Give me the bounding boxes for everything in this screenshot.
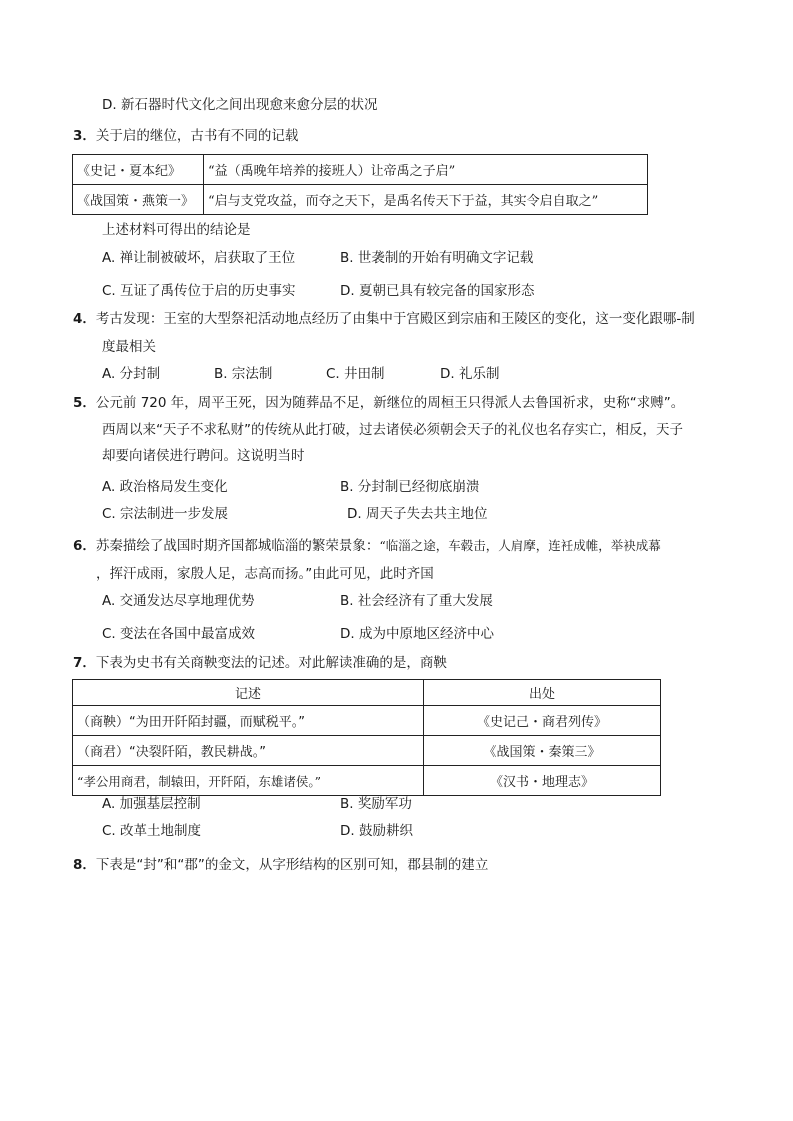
q6-option-c: C. 变法在各国中最富成效 [102,626,256,642]
q3-option-c: C. 互证了禹传位于启的历史事实 [102,283,296,299]
q5-stem-line3: 却要向诸侯进行聘问。这说明当时 [102,448,305,464]
q7-header-record: 记述 [73,680,424,706]
q4-option-a: A. 分封制 [102,366,161,382]
q5-option-c: C. 宗法制进一步发展 [102,506,229,522]
q3-text-cell: “启与支党攻益，而夺之天下，是禹名传天下于益，其实令启自取之” [204,185,648,215]
q3-option-a: A. 禅让制被破坏，启获取了王位 [102,250,296,266]
q3-prompt: 上述材料可得出的结论是 [102,222,251,238]
q4-option-c: C. 井田制 [326,366,385,382]
q5-number: 5 [73,395,83,411]
q8-stem-text: 下表是“封”和“郡”的金文，从字形结构的区别可知，郡县制的建立 [95,857,489,873]
q4-stem: 4．考古发现：王室的大型祭祀活动地点经历了由集中于宫殿区到宗庙和王陵区的变化，这一变化跟哪-制 [73,311,695,327]
q3-stem: 3．关于启的继位，古书有不同的记载 [73,128,299,144]
q7-option-d: D. 鼓励耕织 [340,823,413,839]
q4-number: 4 [73,311,83,327]
q7-option-b: B. 奖励军功 [340,796,412,812]
q5-stem: 5．公元前 720 年，周平王死，因为随葬品不足，新继位的周桓王只得派人去鲁国祈求，史称“求赙”。 [73,395,685,411]
q3-number: 3 [73,128,83,144]
table-row [73,155,648,185]
q7-record-cell: （商君）“决裂阡陌，教民耕战。” [73,736,424,766]
q7-option-a: A. 加强基层控制 [102,796,201,812]
q7-option-c: C. 改革土地制度 [102,823,202,839]
q7-record-cell: “孝公用商君，制辕田，开阡陌，东雄诸侯。” [73,766,424,796]
q5-stem-line1: 公元前 720 年，周平王死，因为随葬品不足，新继位的周桓王只得派人去鲁国祈求，史称“求赙”。 [95,395,685,411]
q6-option-b: B. 社会经济有了重大发展 [340,593,493,609]
q5-stem-line2: 西周以来“天子不求私财”的传统从此打破，过去诸侯必须朝会天子的礼仪也名存实亡，相反，天子 [102,422,683,438]
q5-option-b: B. 分封制已经彻底崩溃 [340,479,480,495]
q6-number: 6 [73,538,83,554]
q6-stem: 6．苏秦描绘了战国时期齐国都城临淄的繁荣景象：“临淄之途，车毂击，人肩摩，连衽成帷，举袂成幕 [73,538,661,554]
q3-source-cell: 《史记・夏本纪》 [73,155,204,185]
q7-stem: 7．下表为史书有关商鞅变法的记述。对此解读准确的是，商鞅 [73,655,447,671]
q3-source-cell: 《战国策・燕策一》 [73,185,204,215]
q3-source-table [72,154,648,215]
q7-source-cell: 《战国策・秦策三》 [424,736,661,766]
q4-option-b: B. 宗法制 [214,366,273,382]
q7-stem-text: 下表为史书有关商鞅变法的记述。对此解读准确的是，商鞅 [95,655,447,671]
q6-stem-line2: ，挥汗成雨，家殷人足，志高而扬。”由此可见，此时齐国 [96,566,434,582]
q8-number: 8 [73,857,83,873]
q2-option-d: D. 新石器时代文化之间出现愈来愈分层的状况 [102,97,378,113]
q5-option-a: A. 政治格局发生变化 [102,479,228,495]
q4-option-d: D. 礼乐制 [440,366,500,382]
table-row [73,766,661,796]
q7-source-cell: 《史记己・商君列传》 [424,706,661,736]
q6-option-a: A. 交通发达尽享地理优势 [102,593,255,609]
q6-stem-line1a: 苏秦描绘了战国时期齐国都城临淄的繁荣景象： [95,538,380,554]
q3-text-cell: “益（禹晚年培养的接班人）让帝禹之子启” [204,155,648,185]
table-row [73,736,661,766]
q5-option-d: D. 周天子失去共主地位 [347,506,488,522]
table-row [73,185,648,215]
q8-stem: 8．下表是“封”和“郡”的金文，从字形结构的区别可知，郡县制的建立 [73,857,489,873]
table-header-row [73,680,661,706]
q7-record-cell: （商鞅）“为田开阡陌封疆，而赋税平。” [73,706,424,736]
q6-quote: “临淄之途，车毂击，人肩摩，连衽成帷，举袂成幕 [379,538,661,553]
q3-stem-text: 关于启的继位，古书有不同的记载 [95,128,299,144]
q7-header-source: 出处 [424,680,661,706]
q4-stem-line2: 度最相关 [102,339,156,355]
q7-number: 7 [73,655,83,671]
q3-option-d: D. 夏朝已具有较完备的国家形态 [340,283,535,299]
q4-stem-line1: 考古发现：王室的大型祭祀活动地点经历了由集中于宫殿区到宗庙和王陵区的变化，这一变化跟哪-制 [95,311,695,327]
q3-option-b: B. 世袭制的开始有明确文字记载 [340,250,534,266]
table-row [73,706,661,736]
q7-reform-table [72,679,661,796]
q6-option-d: D. 成为中原地区经济中心 [340,626,494,642]
q7-source-cell: 《汉书・地理志》 [424,766,661,796]
